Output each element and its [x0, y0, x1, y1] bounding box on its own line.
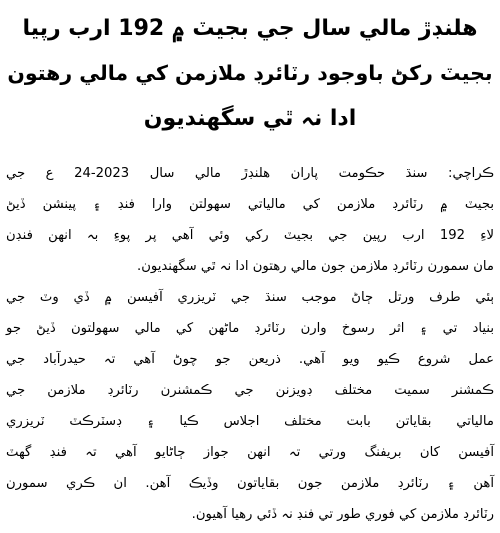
body-line: مالياتي بقاياتن بابت مختلف اجلاس ڪيا ۽ ڊسٽرڪٽ ٽريزري — [6, 414, 494, 429]
news-article — [6, 0, 494, 533]
body-line: بنياد تي ۽ اثر رسوخ وارن رٽائرڊ ماڻهن کي مالي سهولتون ڏيڻ جو — [6, 321, 494, 336]
headline-line: ادا نہ ٿي سگهنديون — [143, 106, 357, 131]
body-line: عمل شروع ڪيو ويو آهي. ذريعن جو چوڻ آهي تہ حيدرآباد جي — [6, 352, 494, 367]
body-line: آهن ۽ رٽائرڊ ملازمن جون بقاياتون وڏيڪ آهن. ان ڪري سمورن — [6, 476, 494, 491]
body-line: ڪمشنر سميت مختلف ڊويزنن جي ڪمشنرن رٽائرڊ ملازمن جي — [6, 383, 494, 398]
body-line: رٽائرڊ ملازمن کي فوري طور تي فنڊ نہ ڏئي رهيا آهيون. — [191, 507, 494, 522]
body-line: لاءِ 192 ارب رپين جي بجيٽ رکي وئي آهي پر پوءِ بہ انهن فنڊن — [6, 228, 494, 243]
article-body — [6, 158, 494, 530]
headline — [6, 0, 494, 141]
headline-line: بجيٽ رکڻ باوجود رٽائرڊ ملازمن کي مالي رهتون — [7, 61, 493, 85]
body-line: ڪراچي: سنڌ حڪومت پاران هلنڊڙ مالي سال 2023-24 ع جي — [6, 166, 494, 181]
body-line: آفيسن کان بريفنگ ورتي تہ انهن جواز ڄاڻايو آهي تہ فنڊ گهٽ — [6, 445, 494, 460]
headline-line: هلنڊڙ مالي سال جي بجيٽ ۾ 192 ارب رپيا — [22, 16, 478, 41]
body-line: مان سمورن رٽائرڊ ملازمن جون مالي رهتون ادا نہ ٿي سگهنديون. — [137, 259, 494, 274]
body-line: ٻئي طرف ورتل ڄاڻ موجب سنڌ جي ٽريزري آفيسن ۾ ڏي وٽ جي — [6, 290, 494, 305]
body-line: بجيٽ ۾ رٽائرڊ ملازمن کي مالياتي سهولتن وارا فنڊ ۽ پينشن ڏيڻ — [6, 197, 494, 212]
